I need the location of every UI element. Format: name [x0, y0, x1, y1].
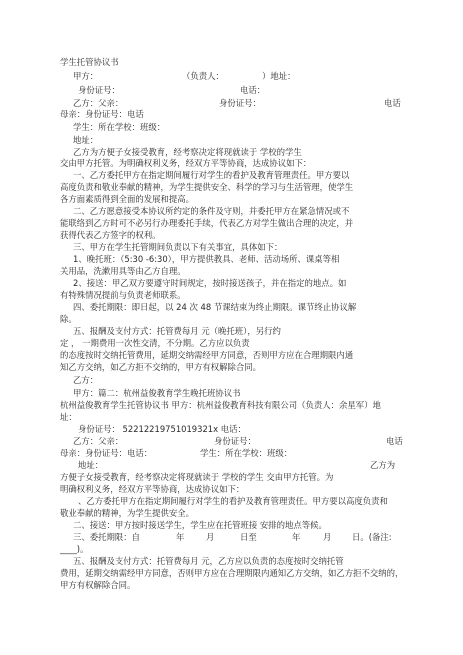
- clause-1-line-2: 高度负责和敬业奉献的精神，为学生提供安全、科学的学习与生活管理，使学生: [60, 182, 354, 192]
- part-2-term-year-1: 年: [176, 532, 185, 542]
- part-2-payment-line-3: 甲方有权解除合同。: [60, 580, 136, 590]
- part-2-payment-line-1: 五、报酬及支付方式：托管费每月 元，乙方应以负责的态度按时交纳托管: [73, 556, 344, 566]
- part-2-intro-line-1: 方便子女接受教育，经考察决定将现就读于 学校的学生 交由甲方托管。为: [60, 472, 334, 482]
- part-2-student-line: 学生：所在学校：班级：: [200, 448, 293, 458]
- part-2-term-day-1: 日至: [240, 532, 257, 542]
- party-a-address: ）地址：: [262, 71, 296, 81]
- mother-line: 母亲：身份证号：电话: [60, 109, 144, 119]
- clause-3-heading: 三、甲方在学生托管期间负责以下有关事宜，具体如下：: [73, 242, 283, 252]
- party-b-father: 乙方：父亲：: [73, 98, 124, 108]
- part-2-party-b-intro: 乙方为: [370, 460, 396, 470]
- party-a-phone: 电话：: [240, 85, 266, 95]
- intro-line-1: 乙方为方便子女接受教育，经考察决定将现就读于 学校的学生: [73, 147, 302, 157]
- party-b-signature: 乙方：: [73, 375, 99, 385]
- clause-1-line-3: 各方面素质得到全面的发展和提高。: [60, 194, 194, 204]
- intro-line-2: 交由甲方托管。为明确权利义务，经双方平等协商，达成协议如下：: [60, 158, 312, 168]
- part-2-line-1: 杭州益俊教育学生托管协议书 甲方：杭州益俊教育科技有限公司（负责人：余星军）地: [60, 400, 381, 410]
- student-line: 学生：所在学校：班级：: [73, 122, 166, 132]
- clause-2-line-1: 二、乙方愿意接受本协议所约定的条件及守则，并委托甲方在紧急情况或不: [73, 206, 350, 216]
- party-a-id: 身份证号：: [78, 85, 120, 95]
- address-line: 地址：: [73, 135, 99, 145]
- part-2-party-b-phone: 电话: [386, 436, 403, 446]
- clause-2-line-3: 获得代表乙方签字的权利。: [60, 230, 161, 240]
- part-2-intro-line-2: 明确权利义务，经双方平等协商，达成协议如下：: [60, 484, 245, 494]
- clause-1-line-1: 一、乙方委托甲方在指定期间履行对学生的看护及教育管理责任。甲方要以: [73, 170, 350, 180]
- clause-4-line-1: 四、委托期限：即日起，以 24 次 48 节课结束为终止期限。课节终止协议解: [73, 302, 357, 312]
- part-2-clause-1-line-1: 、乙方委托甲方在指定期间履行对学生的看护及教育管理责任。甲方要以高度负责和: [78, 496, 388, 506]
- part-2-term-month-1: 月: [206, 532, 215, 542]
- clause-2-line-2: 能联络到乙方时可不必另行办理委托手续，代表乙方对学生做出合理的决定，并: [60, 218, 354, 228]
- part-2-term-start: 三、委托期限：自: [73, 532, 140, 542]
- part-2-clause-2: 二、接送：甲方按时接送学生，学生应在托管班接 安排的地点等候。: [73, 520, 327, 530]
- part-2-heading: 甲方：篇二：杭州益俊教育学生晚托班协议书: [73, 388, 241, 398]
- part-2-term-month-2: 月: [323, 532, 332, 542]
- clause-4-line-2: 除。: [60, 314, 77, 324]
- clause-5-line-4: 知乙方交纳，如乙方拒不交纳的，甲方有权解除合同。: [60, 362, 261, 372]
- party-a-owner: （负责人：: [182, 71, 224, 81]
- part-2-clause-1-line-2: 敬业奉献的精神，为学生提供安全。: [60, 508, 194, 518]
- clause-3-item-1-line-2: 关用品，洗漱用具等由乙方自理。: [60, 266, 186, 276]
- clause-5-line-2: 定 ， 一期费用一次性交清，不分期。乙方应以负责: [60, 338, 250, 348]
- clause-3-item-1-line-1: 1、晚托班：（5:30 -6:30），甲方提供教具、老师、活动场所、课桌等相: [73, 254, 340, 264]
- part-2-party-b-father: 乙方：父亲：: [73, 436, 124, 446]
- part-2-line-1b: 址：: [60, 412, 77, 422]
- part-2-term-note: ____)。: [60, 544, 89, 554]
- doc-title: 学生托管协议书: [60, 57, 119, 67]
- part-2-term-year-2: 年: [292, 532, 301, 542]
- party-a-label: 甲方：: [73, 71, 99, 81]
- clause-5-line-3: 的态度按时交纳托管费用，延期交纳需经甲方同意，否则甲方应在合理期限内通: [60, 350, 354, 360]
- clause-3-item-2-line-1: 2、接送：甲乙双方要遵守时间规定，按时接送孩子，并在指定的地点。如: [73, 278, 347, 288]
- part-2-party-b-id: 身份证号：: [214, 436, 256, 446]
- party-b-id: 身份证号：: [219, 98, 261, 108]
- part-2-mother-line: 母亲：身份证号：电话：: [60, 448, 153, 458]
- part-2-id-line: 身份证号： 522122197510193​21x 电话：: [78, 424, 246, 434]
- clause-3-item-2-line-2: 有特殊情况提前与负责老师联系。: [60, 290, 186, 300]
- party-b-phone: 电话: [384, 98, 401, 108]
- part-2-term-day-2: 日。(备注:: [352, 532, 392, 542]
- part-2-address-line: 地址：: [78, 460, 104, 470]
- clause-5-line-1: 五、报酬及支付方式：托管费每月 元（晚托班），另行约: [73, 326, 281, 336]
- part-2-payment-line-2: 费用，延期交纳需经甲方同意，否则甲方应在合理期限内通知乙方交纳，如乙方拒不交纳的，: [60, 568, 404, 578]
